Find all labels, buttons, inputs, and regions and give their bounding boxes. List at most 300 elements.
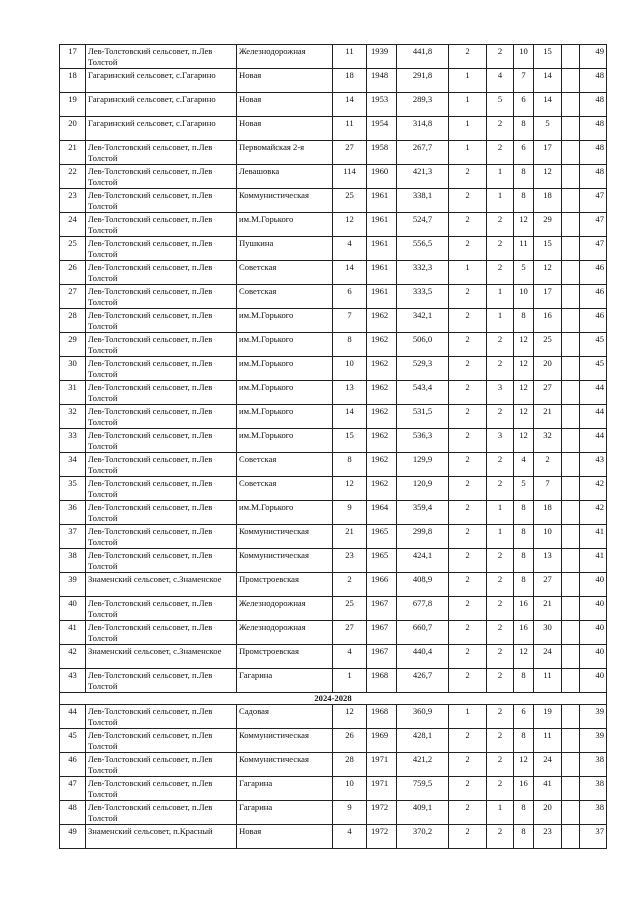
cell-street: Коммунистическая bbox=[237, 189, 333, 213]
cell-year-built: 1967 bbox=[367, 645, 397, 669]
cell-street: им.М.Горького bbox=[237, 429, 333, 453]
cell-street: Гагарина bbox=[237, 669, 333, 693]
cell-area: 506,0 bbox=[397, 333, 449, 357]
cell-entrances: 2 bbox=[487, 405, 514, 429]
cell-blank bbox=[562, 669, 580, 693]
cell-floors: 2 bbox=[449, 429, 487, 453]
cell-floors: 2 bbox=[449, 801, 487, 825]
cell-year-built: 1962 bbox=[367, 309, 397, 333]
cell-floors: 2 bbox=[449, 525, 487, 549]
cell-area: 677,8 bbox=[397, 597, 449, 621]
cell-apartments: 16 bbox=[514, 597, 534, 621]
cell-year-built: 1965 bbox=[367, 549, 397, 573]
cell-year-built: 1954 bbox=[367, 117, 397, 141]
cell-entrances: 2 bbox=[487, 237, 514, 261]
cell-row-number: 35 bbox=[60, 477, 86, 501]
cell-blank bbox=[562, 705, 580, 729]
cell-residents: 11 bbox=[534, 669, 562, 693]
cell-entrances: 1 bbox=[487, 501, 514, 525]
cell-apartments: 6 bbox=[514, 93, 534, 117]
cell-area: 289,3 bbox=[397, 93, 449, 117]
cell-settlement: Лев-Толстовский сельсовет, п.Лев Толстой bbox=[86, 753, 237, 777]
cell-settlement: Гагаринский сельсовет, с.Гагарино bbox=[86, 69, 237, 93]
cell-settlement: Лев-Толстовский сельсовет, п.Лев Толстой bbox=[86, 549, 237, 573]
table-row bbox=[60, 213, 607, 237]
cell-area: 291,8 bbox=[397, 69, 449, 93]
cell-year-built: 1948 bbox=[367, 69, 397, 93]
cell-settlement: Лев-Толстовский сельсовет, п.Лев Толстой bbox=[86, 213, 237, 237]
section-header: 2024-2028 bbox=[60, 693, 607, 705]
cell-entrances: 2 bbox=[487, 621, 514, 645]
cell-area: 120,9 bbox=[397, 477, 449, 501]
table-row bbox=[60, 729, 607, 753]
cell-wear-percent: 40 bbox=[580, 573, 607, 597]
cell-year-built: 1969 bbox=[367, 729, 397, 753]
cell-wear-percent: 39 bbox=[580, 705, 607, 729]
cell-settlement: Лев-Толстовский сельсовет, п.Лев Толстой bbox=[86, 285, 237, 309]
cell-house-number: 25 bbox=[333, 597, 367, 621]
cell-area: 426,7 bbox=[397, 669, 449, 693]
cell-row-number: 47 bbox=[60, 777, 86, 801]
cell-floors: 2 bbox=[449, 45, 487, 69]
cell-blank bbox=[562, 753, 580, 777]
cell-floors: 2 bbox=[449, 237, 487, 261]
cell-residents: 24 bbox=[534, 753, 562, 777]
cell-floors: 2 bbox=[449, 165, 487, 189]
table-row bbox=[60, 453, 607, 477]
cell-street: им.М.Горького bbox=[237, 333, 333, 357]
cell-blank bbox=[562, 477, 580, 501]
cell-blank bbox=[562, 213, 580, 237]
table-row bbox=[60, 753, 607, 777]
cell-wear-percent: 48 bbox=[580, 141, 607, 165]
cell-area: 660,7 bbox=[397, 621, 449, 645]
cell-entrances: 2 bbox=[487, 753, 514, 777]
cell-wear-percent: 42 bbox=[580, 477, 607, 501]
cell-row-number: 42 bbox=[60, 645, 86, 669]
cell-year-built: 1966 bbox=[367, 573, 397, 597]
table-row bbox=[60, 477, 607, 501]
cell-wear-percent: 48 bbox=[580, 69, 607, 93]
cell-floors: 1 bbox=[449, 705, 487, 729]
cell-floors: 2 bbox=[449, 597, 487, 621]
cell-wear-percent: 44 bbox=[580, 429, 607, 453]
cell-blank bbox=[562, 93, 580, 117]
cell-apartments: 12 bbox=[514, 213, 534, 237]
cell-entrances: 2 bbox=[487, 777, 514, 801]
cell-residents: 17 bbox=[534, 141, 562, 165]
cell-floors: 2 bbox=[449, 477, 487, 501]
cell-residents: 19 bbox=[534, 705, 562, 729]
cell-residents: 7 bbox=[534, 477, 562, 501]
table-row bbox=[60, 165, 607, 189]
cell-blank bbox=[562, 189, 580, 213]
cell-year-built: 1961 bbox=[367, 237, 397, 261]
cell-wear-percent: 47 bbox=[580, 189, 607, 213]
cell-year-built: 1972 bbox=[367, 825, 397, 849]
cell-wear-percent: 37 bbox=[580, 825, 607, 849]
cell-year-built: 1961 bbox=[367, 261, 397, 285]
cell-residents: 10 bbox=[534, 525, 562, 549]
cell-floors: 2 bbox=[449, 669, 487, 693]
cell-settlement: Лев-Толстовский сельсовет, п.Лев Толстой bbox=[86, 333, 237, 357]
cell-street: Промстроевская bbox=[237, 645, 333, 669]
housing-table bbox=[59, 44, 607, 849]
cell-area: 421,2 bbox=[397, 753, 449, 777]
cell-residents: 21 bbox=[534, 405, 562, 429]
table-row bbox=[60, 189, 607, 213]
cell-settlement: Лев-Толстовский сельсовет, п.Лев Толстой bbox=[86, 429, 237, 453]
cell-year-built: 1965 bbox=[367, 525, 397, 549]
cell-blank bbox=[562, 825, 580, 849]
cell-residents: 15 bbox=[534, 237, 562, 261]
cell-year-built: 1960 bbox=[367, 165, 397, 189]
cell-entrances: 2 bbox=[487, 213, 514, 237]
cell-settlement: Лев-Толстовский сельсовет, п.Лев Толстой bbox=[86, 141, 237, 165]
cell-blank bbox=[562, 69, 580, 93]
cell-wear-percent: 40 bbox=[580, 669, 607, 693]
cell-wear-percent: 44 bbox=[580, 381, 607, 405]
cell-residents: 29 bbox=[534, 213, 562, 237]
cell-street: Новая bbox=[237, 93, 333, 117]
cell-street: Железнодорожная bbox=[237, 621, 333, 645]
cell-entrances: 4 bbox=[487, 69, 514, 93]
cell-house-number: 27 bbox=[333, 621, 367, 645]
cell-apartments: 12 bbox=[514, 645, 534, 669]
cell-house-number: 21 bbox=[333, 525, 367, 549]
table-row bbox=[60, 549, 607, 573]
cell-floors: 1 bbox=[449, 117, 487, 141]
cell-apartments: 5 bbox=[514, 477, 534, 501]
table-row bbox=[60, 645, 607, 669]
cell-wear-percent: 39 bbox=[580, 729, 607, 753]
cell-entrances: 1 bbox=[487, 801, 514, 825]
cell-year-built: 1964 bbox=[367, 501, 397, 525]
cell-street: им.М.Горького bbox=[237, 357, 333, 381]
cell-year-built: 1962 bbox=[367, 405, 397, 429]
cell-house-number: 14 bbox=[333, 261, 367, 285]
cell-row-number: 32 bbox=[60, 405, 86, 429]
table-row bbox=[60, 825, 607, 849]
cell-floors: 2 bbox=[449, 501, 487, 525]
table-row bbox=[60, 801, 607, 825]
cell-row-number: 33 bbox=[60, 429, 86, 453]
cell-house-number: 28 bbox=[333, 753, 367, 777]
cell-apartments: 10 bbox=[514, 45, 534, 69]
cell-wear-percent: 49 bbox=[580, 45, 607, 69]
cell-row-number: 26 bbox=[60, 261, 86, 285]
cell-house-number: 10 bbox=[333, 357, 367, 381]
cell-settlement: Лев-Толстовский сельсовет, п.Лев Толстой bbox=[86, 669, 237, 693]
cell-entrances: 2 bbox=[487, 477, 514, 501]
cell-year-built: 1971 bbox=[367, 753, 397, 777]
cell-street: им.М.Горького bbox=[237, 213, 333, 237]
cell-residents: 2 bbox=[534, 453, 562, 477]
section-header-group bbox=[60, 693, 607, 705]
cell-year-built: 1939 bbox=[367, 45, 397, 69]
cell-floors: 2 bbox=[449, 753, 487, 777]
cell-blank bbox=[562, 453, 580, 477]
cell-house-number: 1 bbox=[333, 669, 367, 693]
cell-area: 359,4 bbox=[397, 501, 449, 525]
cell-residents: 32 bbox=[534, 429, 562, 453]
cell-apartments: 8 bbox=[514, 825, 534, 849]
cell-settlement: Лев-Толстовский сельсовет, п.Лев Толстой bbox=[86, 165, 237, 189]
cell-blank bbox=[562, 777, 580, 801]
cell-wear-percent: 46 bbox=[580, 285, 607, 309]
cell-row-number: 24 bbox=[60, 213, 86, 237]
cell-entrances: 2 bbox=[487, 453, 514, 477]
cell-area: 314,8 bbox=[397, 117, 449, 141]
table-row bbox=[60, 45, 607, 69]
cell-area: 421,3 bbox=[397, 165, 449, 189]
cell-floors: 2 bbox=[449, 189, 487, 213]
cell-blank bbox=[562, 729, 580, 753]
cell-settlement: Лев-Толстовский сельсовет, п.Лев Толстой bbox=[86, 705, 237, 729]
cell-floors: 2 bbox=[449, 825, 487, 849]
cell-apartments: 4 bbox=[514, 453, 534, 477]
cell-apartments: 5 bbox=[514, 261, 534, 285]
cell-blank bbox=[562, 117, 580, 141]
cell-row-number: 48 bbox=[60, 801, 86, 825]
cell-house-number: 13 bbox=[333, 381, 367, 405]
cell-blank bbox=[562, 261, 580, 285]
cell-street: Коммунистическая bbox=[237, 729, 333, 753]
cell-row-number: 36 bbox=[60, 501, 86, 525]
cell-year-built: 1962 bbox=[367, 429, 397, 453]
cell-row-number: 46 bbox=[60, 753, 86, 777]
cell-wear-percent: 47 bbox=[580, 213, 607, 237]
cell-street: Новая bbox=[237, 117, 333, 141]
cell-blank bbox=[562, 45, 580, 69]
cell-apartments: 8 bbox=[514, 189, 534, 213]
cell-house-number: 9 bbox=[333, 801, 367, 825]
cell-house-number: 14 bbox=[333, 93, 367, 117]
cell-wear-percent: 45 bbox=[580, 333, 607, 357]
cell-apartments: 12 bbox=[514, 429, 534, 453]
cell-residents: 13 bbox=[534, 549, 562, 573]
cell-settlement: Знаменский сельсовет, с.Знаменское bbox=[86, 645, 237, 669]
cell-blank bbox=[562, 333, 580, 357]
cell-street: Гагарина bbox=[237, 801, 333, 825]
table-row bbox=[60, 669, 607, 693]
cell-apartments: 16 bbox=[514, 777, 534, 801]
cell-settlement: Лев-Толстовский сельсовет, п.Лев Толстой bbox=[86, 453, 237, 477]
cell-settlement: Лев-Толстовский сельсовет, п.Лев Толстой bbox=[86, 237, 237, 261]
cell-entrances: 2 bbox=[487, 573, 514, 597]
cell-row-number: 28 bbox=[60, 309, 86, 333]
cell-residents: 18 bbox=[534, 501, 562, 525]
table-row bbox=[60, 309, 607, 333]
cell-area: 440,4 bbox=[397, 645, 449, 669]
cell-street: Советская bbox=[237, 453, 333, 477]
cell-row-number: 39 bbox=[60, 573, 86, 597]
table-row bbox=[60, 141, 607, 165]
cell-blank bbox=[562, 501, 580, 525]
cell-settlement: Лев-Толстовский сельсовет, п.Лев Толстой bbox=[86, 801, 237, 825]
cell-area: 267,7 bbox=[397, 141, 449, 165]
cell-row-number: 31 bbox=[60, 381, 86, 405]
cell-row-number: 17 bbox=[60, 45, 86, 69]
cell-settlement: Знаменский сельсовет, с.Знаменское bbox=[86, 573, 237, 597]
cell-street: Железнодорожная bbox=[237, 597, 333, 621]
cell-house-number: 26 bbox=[333, 729, 367, 753]
cell-entrances: 2 bbox=[487, 333, 514, 357]
cell-floors: 2 bbox=[449, 777, 487, 801]
cell-area: 759,5 bbox=[397, 777, 449, 801]
cell-apartments: 8 bbox=[514, 117, 534, 141]
cell-house-number: 12 bbox=[333, 705, 367, 729]
cell-apartments: 12 bbox=[514, 357, 534, 381]
cell-house-number: 10 bbox=[333, 777, 367, 801]
cell-house-number: 6 bbox=[333, 285, 367, 309]
cell-wear-percent: 48 bbox=[580, 165, 607, 189]
cell-area: 409,1 bbox=[397, 801, 449, 825]
cell-area: 529,3 bbox=[397, 357, 449, 381]
cell-residents: 23 bbox=[534, 825, 562, 849]
cell-year-built: 1971 bbox=[367, 777, 397, 801]
cell-area: 536,3 bbox=[397, 429, 449, 453]
cell-street: Промстроевская bbox=[237, 573, 333, 597]
cell-blank bbox=[562, 621, 580, 645]
cell-settlement: Знаменский сельсовет, п.Красный bbox=[86, 825, 237, 849]
cell-street: Советская bbox=[237, 285, 333, 309]
cell-entrances: 3 bbox=[487, 429, 514, 453]
cell-house-number: 12 bbox=[333, 477, 367, 501]
cell-entrances: 1 bbox=[487, 525, 514, 549]
cell-settlement: Лев-Толстовский сельсовет, п.Лев Толстой bbox=[86, 477, 237, 501]
cell-area: 360,9 bbox=[397, 705, 449, 729]
cell-row-number: 27 bbox=[60, 285, 86, 309]
cell-apartments: 8 bbox=[514, 573, 534, 597]
cell-street: им.М.Горького bbox=[237, 309, 333, 333]
cell-row-number: 30 bbox=[60, 357, 86, 381]
cell-house-number: 9 bbox=[333, 501, 367, 525]
cell-area: 428,1 bbox=[397, 729, 449, 753]
cell-residents: 24 bbox=[534, 645, 562, 669]
cell-area: 332,3 bbox=[397, 261, 449, 285]
cell-wear-percent: 48 bbox=[580, 93, 607, 117]
cell-residents: 27 bbox=[534, 573, 562, 597]
cell-wear-percent: 46 bbox=[580, 261, 607, 285]
table-body-after bbox=[60, 705, 607, 849]
cell-settlement: Гагаринский сельсовет, с.Гагарино bbox=[86, 117, 237, 141]
table-row bbox=[60, 777, 607, 801]
cell-apartments: 12 bbox=[514, 381, 534, 405]
cell-year-built: 1962 bbox=[367, 357, 397, 381]
cell-area: 342,1 bbox=[397, 309, 449, 333]
cell-blank bbox=[562, 165, 580, 189]
cell-residents: 25 bbox=[534, 333, 562, 357]
cell-row-number: 40 bbox=[60, 597, 86, 621]
cell-residents: 17 bbox=[534, 285, 562, 309]
cell-residents: 14 bbox=[534, 69, 562, 93]
cell-row-number: 20 bbox=[60, 117, 86, 141]
cell-wear-percent: 38 bbox=[580, 753, 607, 777]
cell-house-number: 18 bbox=[333, 69, 367, 93]
cell-floors: 1 bbox=[449, 261, 487, 285]
cell-house-number: 7 bbox=[333, 309, 367, 333]
cell-street: Новая bbox=[237, 825, 333, 849]
cell-area: 441,8 bbox=[397, 45, 449, 69]
cell-entrances: 2 bbox=[487, 825, 514, 849]
cell-house-number: 11 bbox=[333, 45, 367, 69]
cell-house-number: 14 bbox=[333, 405, 367, 429]
cell-floors: 2 bbox=[449, 549, 487, 573]
cell-row-number: 25 bbox=[60, 237, 86, 261]
table-row bbox=[60, 237, 607, 261]
cell-apartments: 8 bbox=[514, 501, 534, 525]
cell-entrances: 2 bbox=[487, 597, 514, 621]
cell-floors: 2 bbox=[449, 309, 487, 333]
cell-floors: 2 bbox=[449, 381, 487, 405]
cell-wear-percent: 44 bbox=[580, 405, 607, 429]
cell-residents: 20 bbox=[534, 357, 562, 381]
cell-wear-percent: 46 bbox=[580, 309, 607, 333]
cell-row-number: 37 bbox=[60, 525, 86, 549]
cell-area: 524,7 bbox=[397, 213, 449, 237]
cell-row-number: 22 bbox=[60, 165, 86, 189]
table-row bbox=[60, 357, 607, 381]
table-row bbox=[60, 93, 607, 117]
cell-blank bbox=[562, 381, 580, 405]
cell-area: 531,5 bbox=[397, 405, 449, 429]
cell-year-built: 1958 bbox=[367, 141, 397, 165]
cell-floors: 2 bbox=[449, 729, 487, 753]
cell-wear-percent: 40 bbox=[580, 621, 607, 645]
cell-settlement: Лев-Толстовский сельсовет, п.Лев Толстой bbox=[86, 729, 237, 753]
cell-row-number: 38 bbox=[60, 549, 86, 573]
cell-apartments: 10 bbox=[514, 285, 534, 309]
cell-area: 370,2 bbox=[397, 825, 449, 849]
cell-entrances: 2 bbox=[487, 141, 514, 165]
cell-blank bbox=[562, 597, 580, 621]
table-row bbox=[60, 621, 607, 645]
cell-year-built: 1967 bbox=[367, 597, 397, 621]
cell-blank bbox=[562, 645, 580, 669]
cell-apartments: 8 bbox=[514, 549, 534, 573]
cell-settlement: Лев-Толстовский сельсовет, п.Лев Толстой bbox=[86, 777, 237, 801]
cell-area: 299,8 bbox=[397, 525, 449, 549]
table-row bbox=[60, 501, 607, 525]
cell-residents: 27 bbox=[534, 381, 562, 405]
cell-residents: 14 bbox=[534, 93, 562, 117]
cell-apartments: 8 bbox=[514, 165, 534, 189]
cell-wear-percent: 40 bbox=[580, 645, 607, 669]
cell-entrances: 2 bbox=[487, 645, 514, 669]
cell-floors: 2 bbox=[449, 621, 487, 645]
cell-house-number: 4 bbox=[333, 237, 367, 261]
cell-floors: 2 bbox=[449, 573, 487, 597]
cell-house-number: 8 bbox=[333, 453, 367, 477]
cell-entrances: 2 bbox=[487, 669, 514, 693]
cell-settlement: Лев-Толстовский сельсовет, п.Лев Толстой bbox=[86, 381, 237, 405]
cell-row-number: 29 bbox=[60, 333, 86, 357]
cell-blank bbox=[562, 429, 580, 453]
cell-settlement: Лев-Толстовский сельсовет, п.Лев Толстой bbox=[86, 45, 237, 69]
cell-apartments: 12 bbox=[514, 753, 534, 777]
cell-area: 543,4 bbox=[397, 381, 449, 405]
cell-floors: 1 bbox=[449, 141, 487, 165]
cell-apartments: 6 bbox=[514, 141, 534, 165]
cell-row-number: 49 bbox=[60, 825, 86, 849]
cell-row-number: 41 bbox=[60, 621, 86, 645]
cell-floors: 2 bbox=[449, 213, 487, 237]
cell-floors: 2 bbox=[449, 453, 487, 477]
cell-apartments: 8 bbox=[514, 729, 534, 753]
cell-street: Коммунистическая bbox=[237, 753, 333, 777]
cell-residents: 12 bbox=[534, 165, 562, 189]
